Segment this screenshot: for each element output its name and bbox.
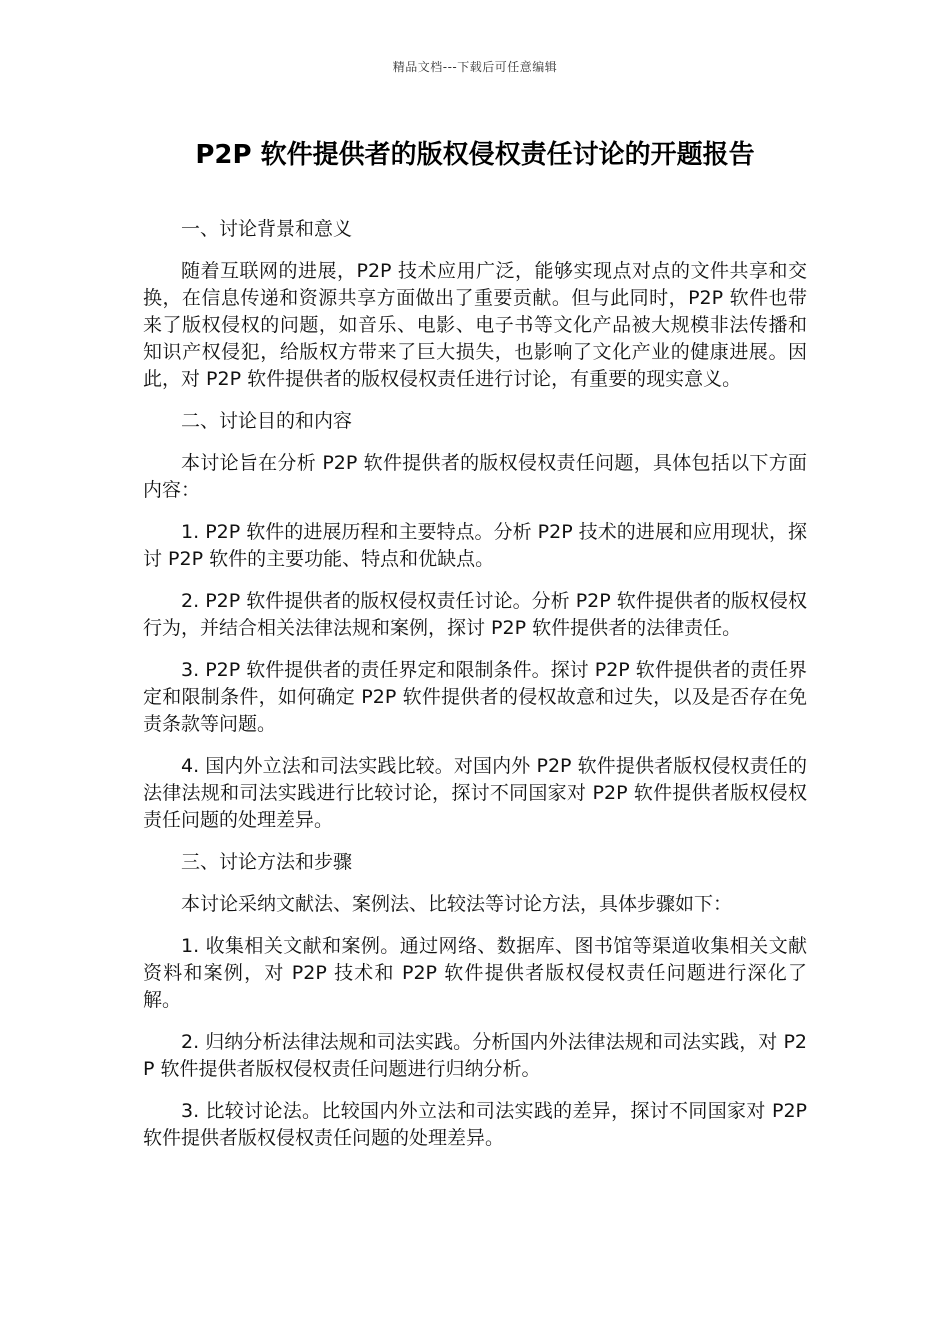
section-heading-purpose: 二、讨论目的和内容 (181, 410, 353, 432)
paragraph-method-intro: 本讨论采纳文献法、案例法、比较法等讨论方法，具体步骤如下： (181, 893, 733, 915)
list-item-content-4: 4. 国内外立法和司法实践比较。对国内外 P2P 软件提供者版权侵权责任的法律法规和司法实践进行比较讨论，探讨不同国家对 P2P 软件提供者版权侵权责任问题的处理差异。 (143, 755, 807, 831)
paragraph-purpose-intro: 本讨论旨在分析 P2P 软件提供者的版权侵权责任问题，具体包括以下方面内容： (143, 452, 807, 501)
section-heading-background: 一、讨论背景和意义 (181, 218, 353, 240)
list-item-step-2: 2. 归纳分析法律法规和司法实践。分析国内外法律法规和司法实践，对 P2P 软件提供者版权侵权责任问题进行归纳分析。 (143, 1031, 807, 1080)
section-heading-method: 三、讨论方法和步骤 (181, 851, 353, 873)
list-item-content-3: 3. P2P 软件提供者的责任界定和限制条件。探讨 P2P 软件提供者的责任界定和限制条件，如何确定 P2P 软件提供者的侵权故意和过失，以及是否存在免责条款等问题。 (143, 659, 807, 735)
document-body (143, 216, 807, 1167)
list-item-content-2: 2. P2P 软件提供者的版权侵权责任讨论。分析 P2P 软件提供者的版权侵权行为，并结合相关法律法规和案例，探讨 P2P 软件提供者的法律责任。 (143, 590, 807, 639)
list-item-step-1: 1. 收集相关文献和案例。通过网络、数据库、图书馆等渠道收集相关文献资料和案例，对 P2P 技术和 P2P 软件提供者版权侵权责任问题进行深化了解。 (143, 935, 807, 1011)
list-item-content-1: 1. P2P 软件的进展历程和主要特点。分析 P2P 技术的进展和应用现状，探讨 P2P 软件的主要功能、特点和优缺点。 (143, 521, 807, 570)
header-note: 精品文档---下载后可任意编辑 (392, 60, 558, 74)
paragraph-background: 随着互联网的进展，P2P 技术应用广泛，能够实现点对点的文件共享和交换，在信息传递和资源共享方面做出了重要贡献。但与此同时，P2P 软件也带来了版权侵权的问题，如音乐、电影、电子书等文化产品被大规模非法传播和知识产权侵犯，给版权方带来了巨大损失，也影响了文化产业的健康进展。因此，对 P2P 软件提供者的版权侵权责任进行讨论，有重要的现实意义。 (143, 260, 807, 390)
list-item-step-3: 3. 比较讨论法。比较国内外立法和司法实践的差异，探讨不同国家对 P2P 软件提供者版权侵权责任问题的处理差异。 (143, 1100, 807, 1149)
document-title: P2P 软件提供者的版权侵权责任讨论的开题报告 (195, 140, 755, 170)
